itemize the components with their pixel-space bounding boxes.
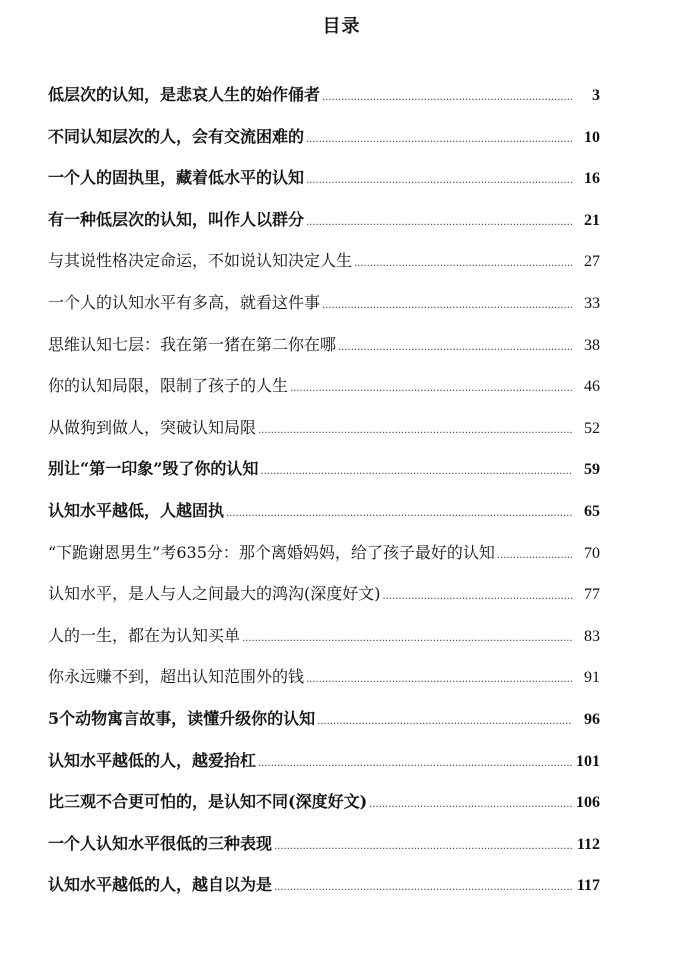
toc-entry-page: 96 xyxy=(584,710,600,728)
toc-entry-title: 低层次的认知，是悲哀人生的始作俑者 xyxy=(48,85,321,104)
toc-entry-page: 65 xyxy=(584,502,600,520)
table-of-contents xyxy=(48,82,600,914)
toc-entry-page: 91 xyxy=(584,669,600,687)
dot-leader xyxy=(322,85,572,104)
toc-entry-page: 106 xyxy=(576,794,600,812)
toc-entry-page: 3 xyxy=(592,87,600,104)
dot-leader xyxy=(258,418,572,437)
toc-entry-title: 从做狗到做人，突破认知局限 xyxy=(48,417,257,437)
toc-entry-title: 有一种低层次的认知，叫作人以群分 xyxy=(48,209,305,229)
toc-entry[interactable] xyxy=(48,623,600,665)
dot-leader xyxy=(354,251,572,270)
toc-entry[interactable] xyxy=(48,664,600,706)
toc-entry[interactable] xyxy=(48,415,600,457)
toc-entry-page: 112 xyxy=(576,835,600,853)
toc-entry[interactable] xyxy=(48,872,600,914)
toc-entry-title: 不同认知层次的人，会有交流困难的 xyxy=(48,126,305,146)
toc-entry-title: 一个人的固执里，藏着低水平的认知 xyxy=(48,168,305,188)
toc-entry-title: 一个人认知水平很低的三种表现 xyxy=(48,833,273,853)
toc-entry[interactable] xyxy=(48,373,600,415)
toc-entry-title: 认知水平越低，人越固执 xyxy=(48,500,225,520)
toc-entry-title: 与其说性格决定命运，不如说认知决定人生 xyxy=(48,251,353,271)
toc-entry-page: 16 xyxy=(584,170,600,188)
toc-entry-title: 别让“第一印象”毁了你的认知 xyxy=(48,459,259,479)
dot-leader xyxy=(274,875,572,894)
toc-entry[interactable] xyxy=(48,748,600,790)
toc-entry[interactable] xyxy=(48,456,600,498)
toc-entry-title: 认知水平，是人与人之间最大的鸿沟(深度好文) xyxy=(48,584,381,604)
toc-entry[interactable] xyxy=(48,540,600,582)
toc-entry[interactable] xyxy=(48,332,600,374)
toc-entry-title: 一个人的认知水平有多高，就看这件事 xyxy=(48,292,321,312)
toc-entry-title: 认知水平越低的人，越自以为是 xyxy=(48,875,273,895)
toc-entry-title: 5个动物寓言故事，读懂升级你的认知 xyxy=(48,708,316,728)
dot-leader xyxy=(317,709,572,728)
toc-entry-title: 你永远赚不到，超出认知范围外的钱 xyxy=(48,667,305,687)
toc-entry-page: 70 xyxy=(584,544,600,562)
dot-leader xyxy=(306,168,572,187)
page-title: 目录 xyxy=(322,16,361,37)
toc-entry-page: 77 xyxy=(584,586,600,604)
toc-entry-title: 比三观不合更可怕的，是认知不同(深度好文) xyxy=(48,792,368,812)
toc-entry[interactable] xyxy=(48,498,600,540)
toc-entry-title: 你的认知局限，限制了孩子的人生 xyxy=(48,376,289,396)
dot-leader xyxy=(306,127,572,146)
toc-entry-page: 33 xyxy=(584,294,600,312)
toc-entry-page: 21 xyxy=(584,211,600,229)
toc-entry-title: 思维认知七层：我在第一猪在第二你在哪 xyxy=(48,334,337,354)
dot-leader xyxy=(497,543,572,562)
toc-entry-title: 人的一生，都在为认知买单 xyxy=(48,625,241,645)
toc-entry-page: 117 xyxy=(576,877,600,895)
toc-entry-page: 59 xyxy=(584,461,600,479)
toc-entry[interactable] xyxy=(48,290,600,332)
dot-leader xyxy=(322,293,572,312)
dot-leader xyxy=(306,210,572,229)
dot-leader xyxy=(260,459,572,478)
toc-entry-title: “下跪谢恩男生”考635分：那个离婚妈妈，给了孩子最好的认知 xyxy=(48,542,495,562)
toc-entry-title: 认知水平越低的人，越爱抬杠 xyxy=(48,750,257,770)
dot-leader xyxy=(338,335,572,354)
toc-entry[interactable] xyxy=(48,706,600,748)
dot-leader xyxy=(306,667,572,686)
toc-entry-page: 101 xyxy=(576,752,600,770)
toc-entry[interactable] xyxy=(48,581,600,623)
toc-entry-page: 38 xyxy=(584,336,600,354)
dot-leader xyxy=(369,792,572,811)
dot-leader xyxy=(226,501,572,520)
dot-leader xyxy=(258,751,572,770)
toc-entry[interactable] xyxy=(48,831,600,873)
dot-leader xyxy=(290,376,572,395)
dot-leader xyxy=(274,834,572,853)
toc-entry[interactable] xyxy=(48,124,600,166)
toc-entry[interactable] xyxy=(48,789,600,831)
toc-entry-page: 83 xyxy=(584,627,600,645)
toc-entry-page: 52 xyxy=(584,419,600,437)
toc-entry-page: 46 xyxy=(584,378,600,396)
toc-entry[interactable] xyxy=(48,165,600,207)
toc-entry[interactable] xyxy=(48,82,600,124)
dot-leader xyxy=(383,584,573,603)
dot-leader xyxy=(242,626,572,645)
toc-entry-page: 27 xyxy=(584,253,600,271)
toc-entry[interactable] xyxy=(48,248,600,290)
toc-entry[interactable] xyxy=(48,207,600,249)
toc-entry-page: 10 xyxy=(584,128,600,146)
